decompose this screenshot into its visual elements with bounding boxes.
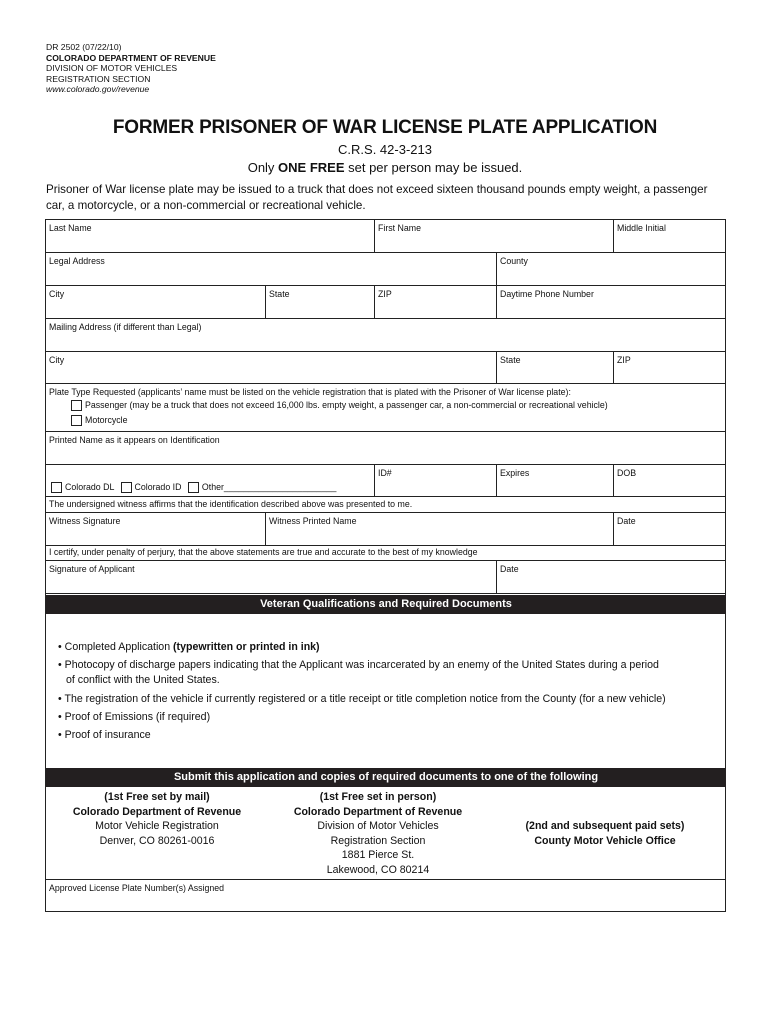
- department-name: COLORADO DEPARTMENT OF REVENUE: [46, 52, 216, 63]
- plate-type-label: Plate Type Requested (applicants’ name must be listed on the vehicle registration that is plated with the Prisoner of War license plate):: [49, 387, 571, 397]
- page-title: FORMER PRISONER OF WAR LICENSE PLATE APPLICATION: [112, 117, 658, 138]
- id-number-field[interactable]: ID#: [375, 465, 497, 497]
- bullet: •: [58, 711, 62, 723]
- req-1-text: Completed Application: [64, 641, 174, 653]
- in-person-address-block: [268, 790, 488, 877]
- zip-field[interactable]: ZIP: [375, 286, 497, 319]
- requirement-completed-application: [58, 640, 320, 655]
- printed-name-field[interactable]: Printed Name as it appears on Identification: [46, 432, 725, 465]
- city-field[interactable]: City: [46, 286, 266, 319]
- witness-affirmation: The undersigned witness affirms that the identification described above was presented to me.: [46, 497, 725, 513]
- requirement-discharge-papers: [58, 658, 659, 673]
- other-id-checkbox[interactable]: [188, 482, 199, 493]
- paid-heading: (2nd and subsequent paid sets): [525, 820, 685, 832]
- colorado-id-checkbox[interactable]: [121, 482, 132, 493]
- issue-limit-pre: Only: [247, 160, 279, 175]
- other-id-label[interactable]: Other_______________________: [201, 482, 337, 492]
- issue-limit-note: [0, 160, 770, 175]
- req-1-bold: (typewritten or printed in ink): [173, 641, 320, 653]
- colorado-dl-checkbox[interactable]: [51, 482, 62, 493]
- bullet: •: [58, 659, 62, 671]
- form-header: [46, 42, 216, 95]
- in-person-line-5: Lakewood, CO 80214: [326, 863, 430, 876]
- middle-initial-field[interactable]: Middle Initial: [614, 220, 725, 253]
- witness-printed-name-field[interactable]: Witness Printed Name: [266, 513, 614, 546]
- last-name-field[interactable]: Last Name: [46, 220, 375, 253]
- id-type-options: [51, 482, 336, 493]
- requirement-vehicle-registration: [58, 692, 666, 707]
- paid-line-1: County Motor Vehicle Office: [534, 834, 676, 847]
- mailing-state-field[interactable]: State: [497, 352, 614, 384]
- witness-date-field[interactable]: Date: [614, 513, 725, 546]
- paid-sets-block: [488, 819, 722, 848]
- legal-address-field[interactable]: Legal Address: [46, 253, 497, 286]
- passenger-checkbox[interactable]: [71, 400, 82, 411]
- mail-address-block: [46, 790, 268, 848]
- requirement-discharge-papers-cont: of conflict with the United States.: [66, 674, 220, 686]
- bullet: •: [58, 693, 62, 705]
- req-5-text: Proof of insurance: [64, 729, 151, 741]
- requirement-insurance: [58, 728, 151, 743]
- county-field[interactable]: County: [497, 253, 725, 286]
- division-name: DIVISION OF MOTOR VEHICLES: [46, 63, 178, 74]
- issue-limit-bold: ONE FREE: [278, 160, 345, 175]
- certify-statement: I certify, under penalty of perjury, that the above statements are true and accurate to the best of my knowledge: [46, 546, 725, 561]
- mail-heading: (1st Free set by mail): [104, 791, 210, 803]
- intro-text: Prisoner of War license plate may be issued to a truck that does not exceed sixteen thousand pounds empty weight, a passenger car, a motorcycle, or a non-commercial or recreational vehicle.: [46, 183, 708, 212]
- expires-field[interactable]: Expires: [497, 465, 614, 497]
- passenger-label: Passenger (may be a truck that does not exceed 16,000 lbs. empty weight, a passenger car, a non-commercial or recreational vehicle): [85, 400, 608, 410]
- in-person-line-1: Colorado Department of Revenue: [293, 805, 463, 818]
- witness-signature-field[interactable]: Witness Signature: [46, 513, 266, 546]
- mail-line-2: Motor Vehicle Registration: [95, 820, 219, 832]
- in-person-heading: (1st Free set in person): [319, 791, 437, 803]
- req-4-text: Proof of Emissions (if required): [64, 711, 211, 723]
- approved-plate-numbers-field[interactable]: Approved License Plate Number(s) Assigned: [46, 879, 725, 911]
- mailing-city-field[interactable]: City: [46, 352, 497, 384]
- motorcycle-option[interactable]: [71, 415, 128, 426]
- in-person-line-2: Division of Motor Vehicles: [317, 820, 439, 832]
- mailing-address-field[interactable]: Mailing Address (if different than Legal): [46, 319, 725, 352]
- mailing-zip-field[interactable]: ZIP: [614, 352, 725, 384]
- statute-reference: C.R.S. 42-3-213: [338, 142, 432, 157]
- first-name-field[interactable]: First Name: [375, 220, 614, 253]
- in-person-line-4: 1881 Pierce St.: [341, 849, 415, 861]
- section-name: REGISTRATION SECTION: [46, 73, 151, 84]
- submit-section-heading: Submit this application and copies of required documents to one of the following: [46, 768, 726, 787]
- issue-limit-post: set per person may be issued.: [344, 160, 523, 175]
- colorado-dl-label: Colorado DL: [65, 482, 115, 492]
- mail-line-1: Colorado Department of Revenue: [72, 805, 242, 818]
- website-url: www.colorado.gov/revenue: [46, 84, 150, 95]
- bullet: •: [58, 729, 62, 741]
- veteran-section-heading: Veteran Qualifications and Required Documents: [46, 595, 726, 614]
- applicant-signature-field[interactable]: Signature of Applicant: [46, 561, 497, 594]
- passenger-option[interactable]: [71, 400, 608, 411]
- in-person-line-3: Registration Section: [330, 834, 426, 847]
- mail-line-3: Denver, CO 80261-0016: [99, 834, 215, 847]
- req-2-text: Photocopy of discharge papers indicating that the Applicant was incarcerated by an enemy of the United States during a period: [64, 659, 659, 671]
- motorcycle-checkbox[interactable]: [71, 415, 82, 426]
- state-field[interactable]: State: [266, 286, 375, 319]
- req-3-text: The registration of the vehicle if currently registered or a title receipt or title completion notice from the County (for a new vehicle): [64, 693, 666, 705]
- motorcycle-label: Motorcycle: [85, 415, 128, 425]
- bullet: •: [58, 641, 62, 653]
- colorado-id-label: Colorado ID: [134, 482, 182, 492]
- applicant-date-field[interactable]: Date: [497, 561, 725, 594]
- requirement-emissions: [58, 710, 210, 725]
- dob-field[interactable]: DOB: [614, 465, 725, 497]
- form-number: DR 2502 (07/22/10): [46, 42, 122, 52]
- daytime-phone-field[interactable]: Daytime Phone Number: [497, 286, 725, 319]
